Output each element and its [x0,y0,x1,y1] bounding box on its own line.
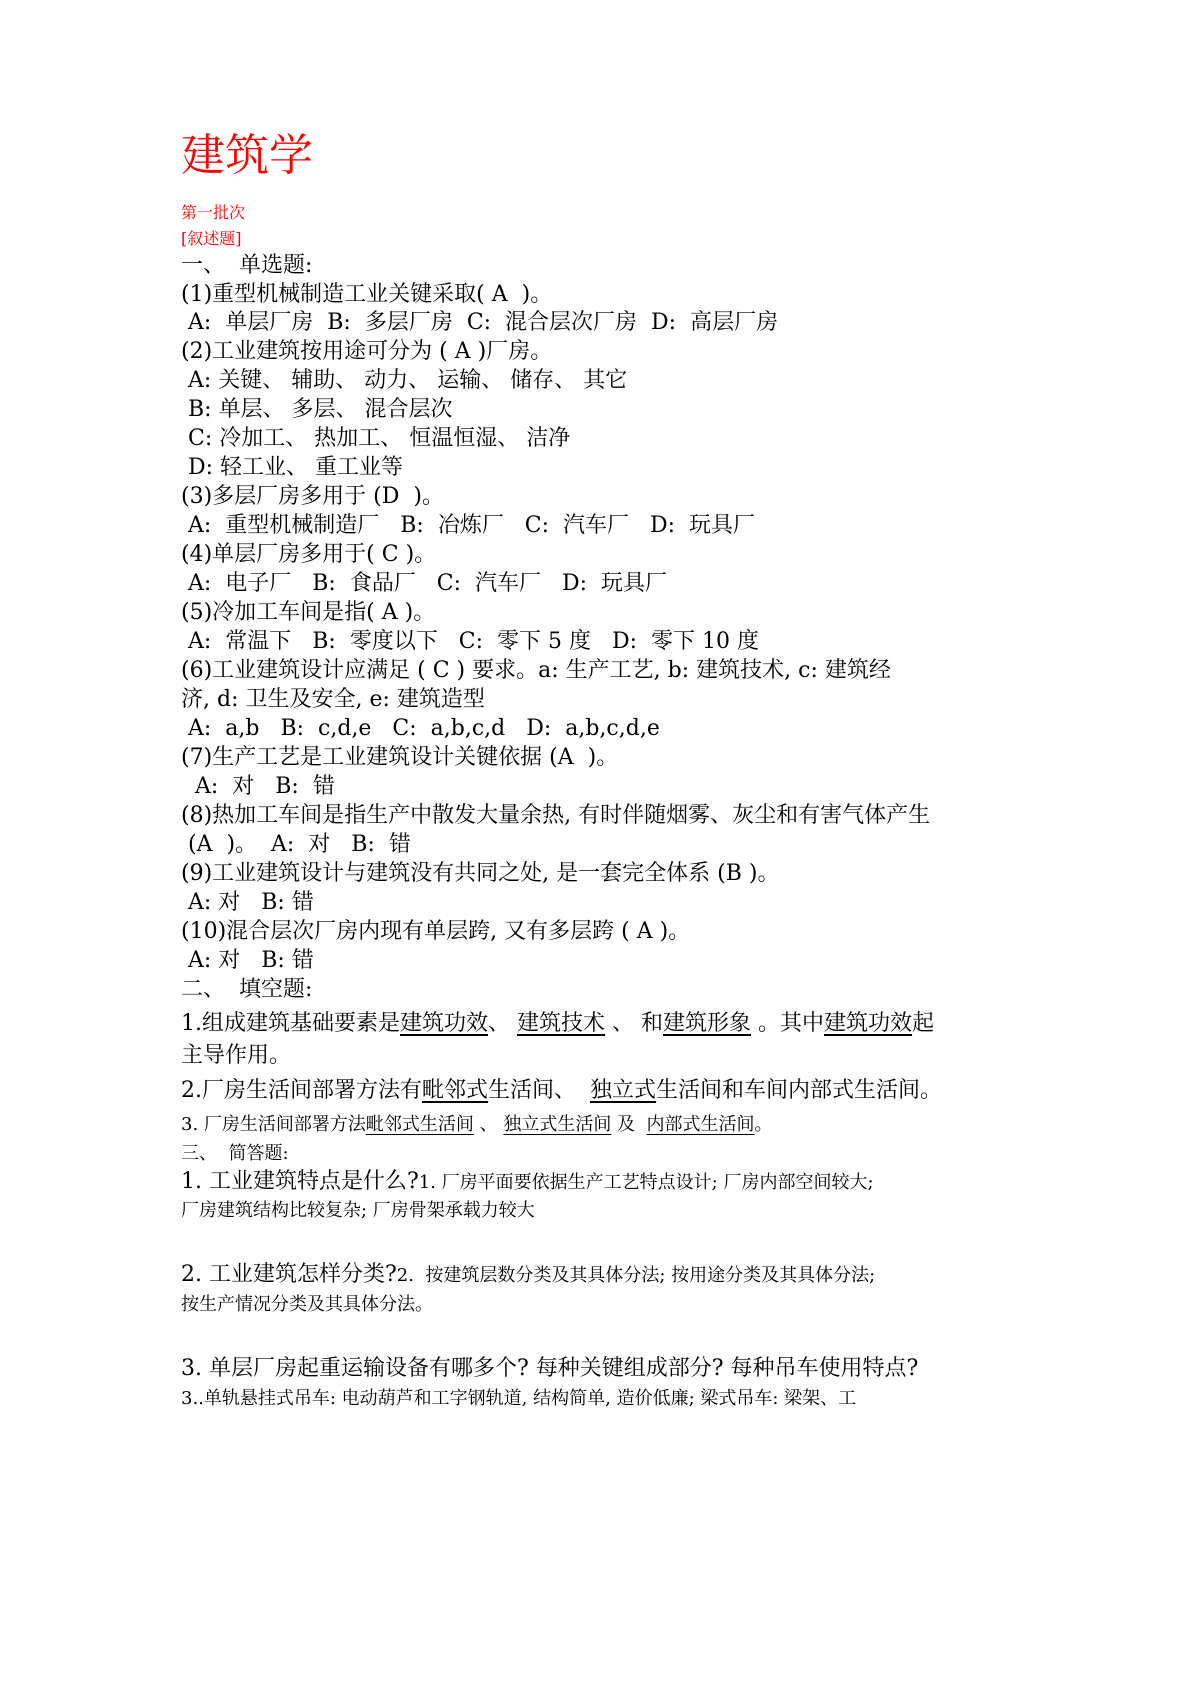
short-answer-2-line-2: 按生产情况分类及其具体分法。 [181,1294,433,1315]
short-answer-1-line-2: 厂房建筑结构比较复杂; 厂房骨架承载力较大 [181,1200,535,1221]
question-8-line-1: (8)热加工车间是指生产中散发大量余热, 有时伴随烟雾、灰尘和有害气体产生 [181,803,931,828]
question-7-options: A: 对 B: 错 [181,774,335,799]
fill-3-text: 3. 厂房生活间部署方法 [181,1114,366,1135]
fill-1-line-1 [181,1009,934,1039]
question-2-option-d: D: 轻工业、 重工业等 [181,455,404,480]
question-5-options: A: 常温下 B: 零度以下 C: 零下 5 度 D: 零下 10 度 [181,629,760,654]
fill-3 [181,1110,773,1140]
fill-1-answer-4: 建筑功效 [824,1011,913,1036]
question-2-option-b: B: 单层、 多层、 混合层次 [181,397,453,422]
question-3-options: A: 重型机械制造厂 B: 冶炼厂 C: 汽车厂 D: 玩具厂 [181,513,756,538]
question-4-options: A: 电子厂 B: 食品厂 C: 汽车厂 D: 玩具厂 [181,571,668,596]
short-answer-1-answer: 1. 厂房平面要依据生产工艺特点设计; 厂房内部空间较大; [418,1172,874,1193]
fill-2 [181,1076,942,1106]
fill-3-answer-3: 内部式生活间 [646,1114,755,1135]
short-answer-2-answer: 2. 按建筑层数分类及其具体分法; 按用途分类及其具体分法; [396,1265,876,1286]
fill-2-answer-1: 毗邻式 [422,1078,489,1103]
section-heading-fill-blank: 二、 填空题: [181,977,313,1002]
short-answer-2-line-1 [181,1260,875,1291]
question-2-option-a: A: 关键、 辅助、 动力、 运输、 储存、 其它 [181,368,628,393]
fill-1-answer-1: 建筑功效 [400,1011,489,1036]
question-6-line-1: (6)工业建筑设计应满足 ( C ) 要求。a: 生产工艺, b: 建筑技术, c: 建筑经 [181,658,891,683]
fill-1-answer-2: 建筑技术 [517,1011,606,1036]
document-title: 建筑学 [181,130,313,181]
fill-1-answer-3: 建筑形象 [663,1011,752,1036]
question-2: (2)工业建筑按用途可分为 ( A )厂房。 [181,339,553,364]
question-7: (7)生产工艺是工业建筑设计关键依据 (A )。 [181,745,619,770]
question-9: (9)工业建筑设计与建筑没有共同之处, 是一套完全体系 (B )。 [181,861,780,886]
fill-2-text: 生活间和车间内部式生活间。 [656,1078,943,1103]
fill-2-text: 生活间、 [488,1078,591,1103]
question-type-tag: [叙述题] [181,229,242,248]
fill-3-text: 及 [611,1114,647,1135]
question-5: (5)冷加工车间是指( A )。 [181,600,436,625]
fill-3-text: 、 [473,1114,504,1135]
question-2-option-c: C: 冷加工、 热加工、 恒温恒湿、 洁净 [181,426,571,451]
short-answer-1-line-1 [181,1167,874,1198]
fill-3-answer-1: 毗邻式生活间 [365,1114,474,1135]
question-10-options: A: 对 B: 错 [181,948,314,973]
question-9-options: A: 对 B: 错 [181,890,314,915]
fill-1-line-2: 主导作用。 [181,1043,292,1068]
question-6-line-2: 济, d: 卫生及安全, e: 建筑造型 [181,687,485,712]
fill-3-text: 。 [754,1114,773,1135]
short-answer-2-question: 2. 工业建筑怎样分类? [181,1262,397,1287]
fill-1-text: 起 [912,1011,935,1036]
fill-1-text: 。其中 [751,1011,825,1036]
question-6-options: A: a,b B: c,d,e C: a,b,c,d D: a,b,c,d,e [181,716,660,741]
question-1-options: A: 单层厂房 B: 多层厂房 C: 混合层次厂房 D: 高层厂房 [181,310,779,335]
short-answer-3-question: 3. 单层厂房起重运输设备有哪多个? 每种关键组成部分? 每种吊车使用特点? [181,1356,919,1381]
fill-2-answer-2: 独立式 [590,1078,657,1103]
fill-1-text: 、 [488,1011,518,1036]
section-heading-single-choice: 一、 单选题: [181,253,313,278]
fill-2-text: 2.厂房生活间部署方法有 [181,1078,422,1103]
section-heading-short-answer: 三、 简答题: [181,1143,289,1164]
fill-3-answer-2: 独立式生活间 [503,1114,612,1135]
fill-1-text: 1.组成建筑基础要素是 [181,1011,400,1036]
question-8-line-2: (A )。 A: 对 B: 错 [181,832,411,857]
question-10: (10)混合层次厂房内现有单层跨, 又有多层跨 ( A )。 [181,919,691,944]
question-1: (1)重型机械制造工业关键采取( A )。 [181,282,553,307]
short-answer-3-answer: 3..单轨悬挂式吊车: 电动葫芦和工字钢轨道, 结构简单, 造价低廉; 梁式吊车: 梁架、工 [181,1388,857,1409]
short-answer-1-question: 1. 工业建筑特点是什么? [181,1169,419,1194]
question-4: (4)单层厂房多用于( C )。 [181,542,437,567]
fill-1-text: 、 和 [605,1011,664,1036]
question-3: (3)多层厂房多用于 (D )。 [181,484,444,509]
batch-label: 第一批次 [181,203,246,222]
